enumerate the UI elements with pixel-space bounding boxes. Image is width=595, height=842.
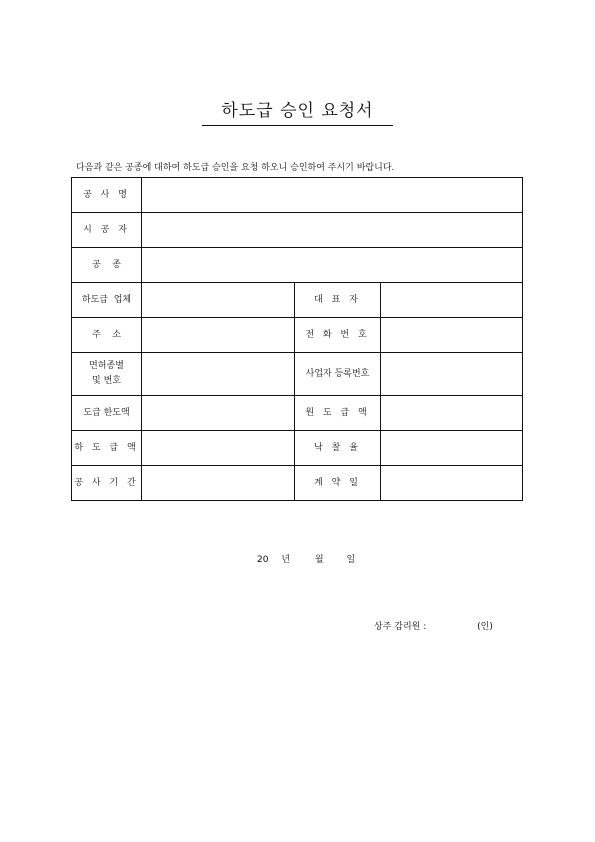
signature-line — [374, 619, 493, 632]
license-field[interactable] — [142, 353, 295, 396]
date-line — [257, 552, 355, 565]
contract-date-label: 계 약 일 — [295, 466, 381, 501]
work-type-label: 공 종 — [72, 248, 142, 283]
subcontract-amount-label: 하 도 급 액 — [72, 431, 142, 466]
constructor-label: 시 공 자 — [72, 213, 142, 248]
original-contract-amount-label: 원 도 급 액 — [295, 396, 381, 431]
supervisor-label: 상주 감리원 : — [374, 622, 427, 632]
construction-period-field[interactable] — [142, 466, 295, 501]
bid-rate-field[interactable] — [381, 431, 523, 466]
representative-label: 대 표 자 — [295, 283, 381, 318]
business-reg-label: 사업자 등록번호 — [295, 353, 381, 396]
subcontractor-field[interactable] — [142, 283, 295, 318]
year-unit: 년 — [281, 555, 291, 565]
subcontractor-label: 하도급 업체 — [72, 283, 142, 318]
license-label-line1: 면허종별 — [89, 361, 124, 371]
subcontract-limit-label: 도급 한도액 — [72, 396, 142, 431]
row-license — [72, 353, 523, 396]
year-prefix: 20 — [257, 555, 269, 565]
row-address — [72, 318, 523, 353]
month-unit: 월 — [314, 555, 324, 565]
day-unit: 일 — [346, 555, 356, 565]
phone-label: 전 화 번 호 — [295, 318, 381, 353]
license-label-line2: 및 번호 — [92, 376, 121, 386]
project-name-label: 공 사 명 — [72, 178, 142, 213]
document-title: 하도급 승인 요청서 — [221, 101, 374, 121]
subcontract-amount-field[interactable] — [142, 431, 295, 466]
row-subcontract-amount — [72, 431, 523, 466]
representative-field[interactable] — [381, 283, 523, 318]
business-reg-field[interactable] — [381, 353, 523, 396]
row-subcontract-limit — [72, 396, 523, 431]
row-work-type — [72, 248, 523, 283]
subcontract-limit-field[interactable] — [142, 396, 295, 431]
address-field[interactable] — [142, 318, 295, 353]
bid-rate-label: 낙 찰 율 — [295, 431, 381, 466]
license-label — [72, 353, 142, 396]
project-name-field[interactable] — [142, 178, 523, 213]
original-contract-amount-field[interactable] — [381, 396, 523, 431]
address-label: 주 소 — [72, 318, 142, 353]
row-subcontractor — [72, 283, 523, 318]
intro-text: 다음과 같은 공종에 대하여 하도급 승인을 요청 하오니 승인하여 주시기 바랍니다. — [76, 163, 395, 173]
construction-period-label: 공 사 기 간 — [72, 466, 142, 501]
request-form-table — [71, 177, 523, 501]
constructor-field[interactable] — [142, 213, 523, 248]
row-construction-period — [72, 466, 523, 501]
row-constructor — [72, 213, 523, 248]
phone-field[interactable] — [381, 318, 523, 353]
contract-date-field[interactable] — [381, 466, 523, 501]
row-project-name — [72, 178, 523, 213]
work-type-field[interactable] — [142, 248, 523, 283]
seal-mark: (인) — [477, 622, 493, 632]
title-underline — [202, 125, 393, 126]
